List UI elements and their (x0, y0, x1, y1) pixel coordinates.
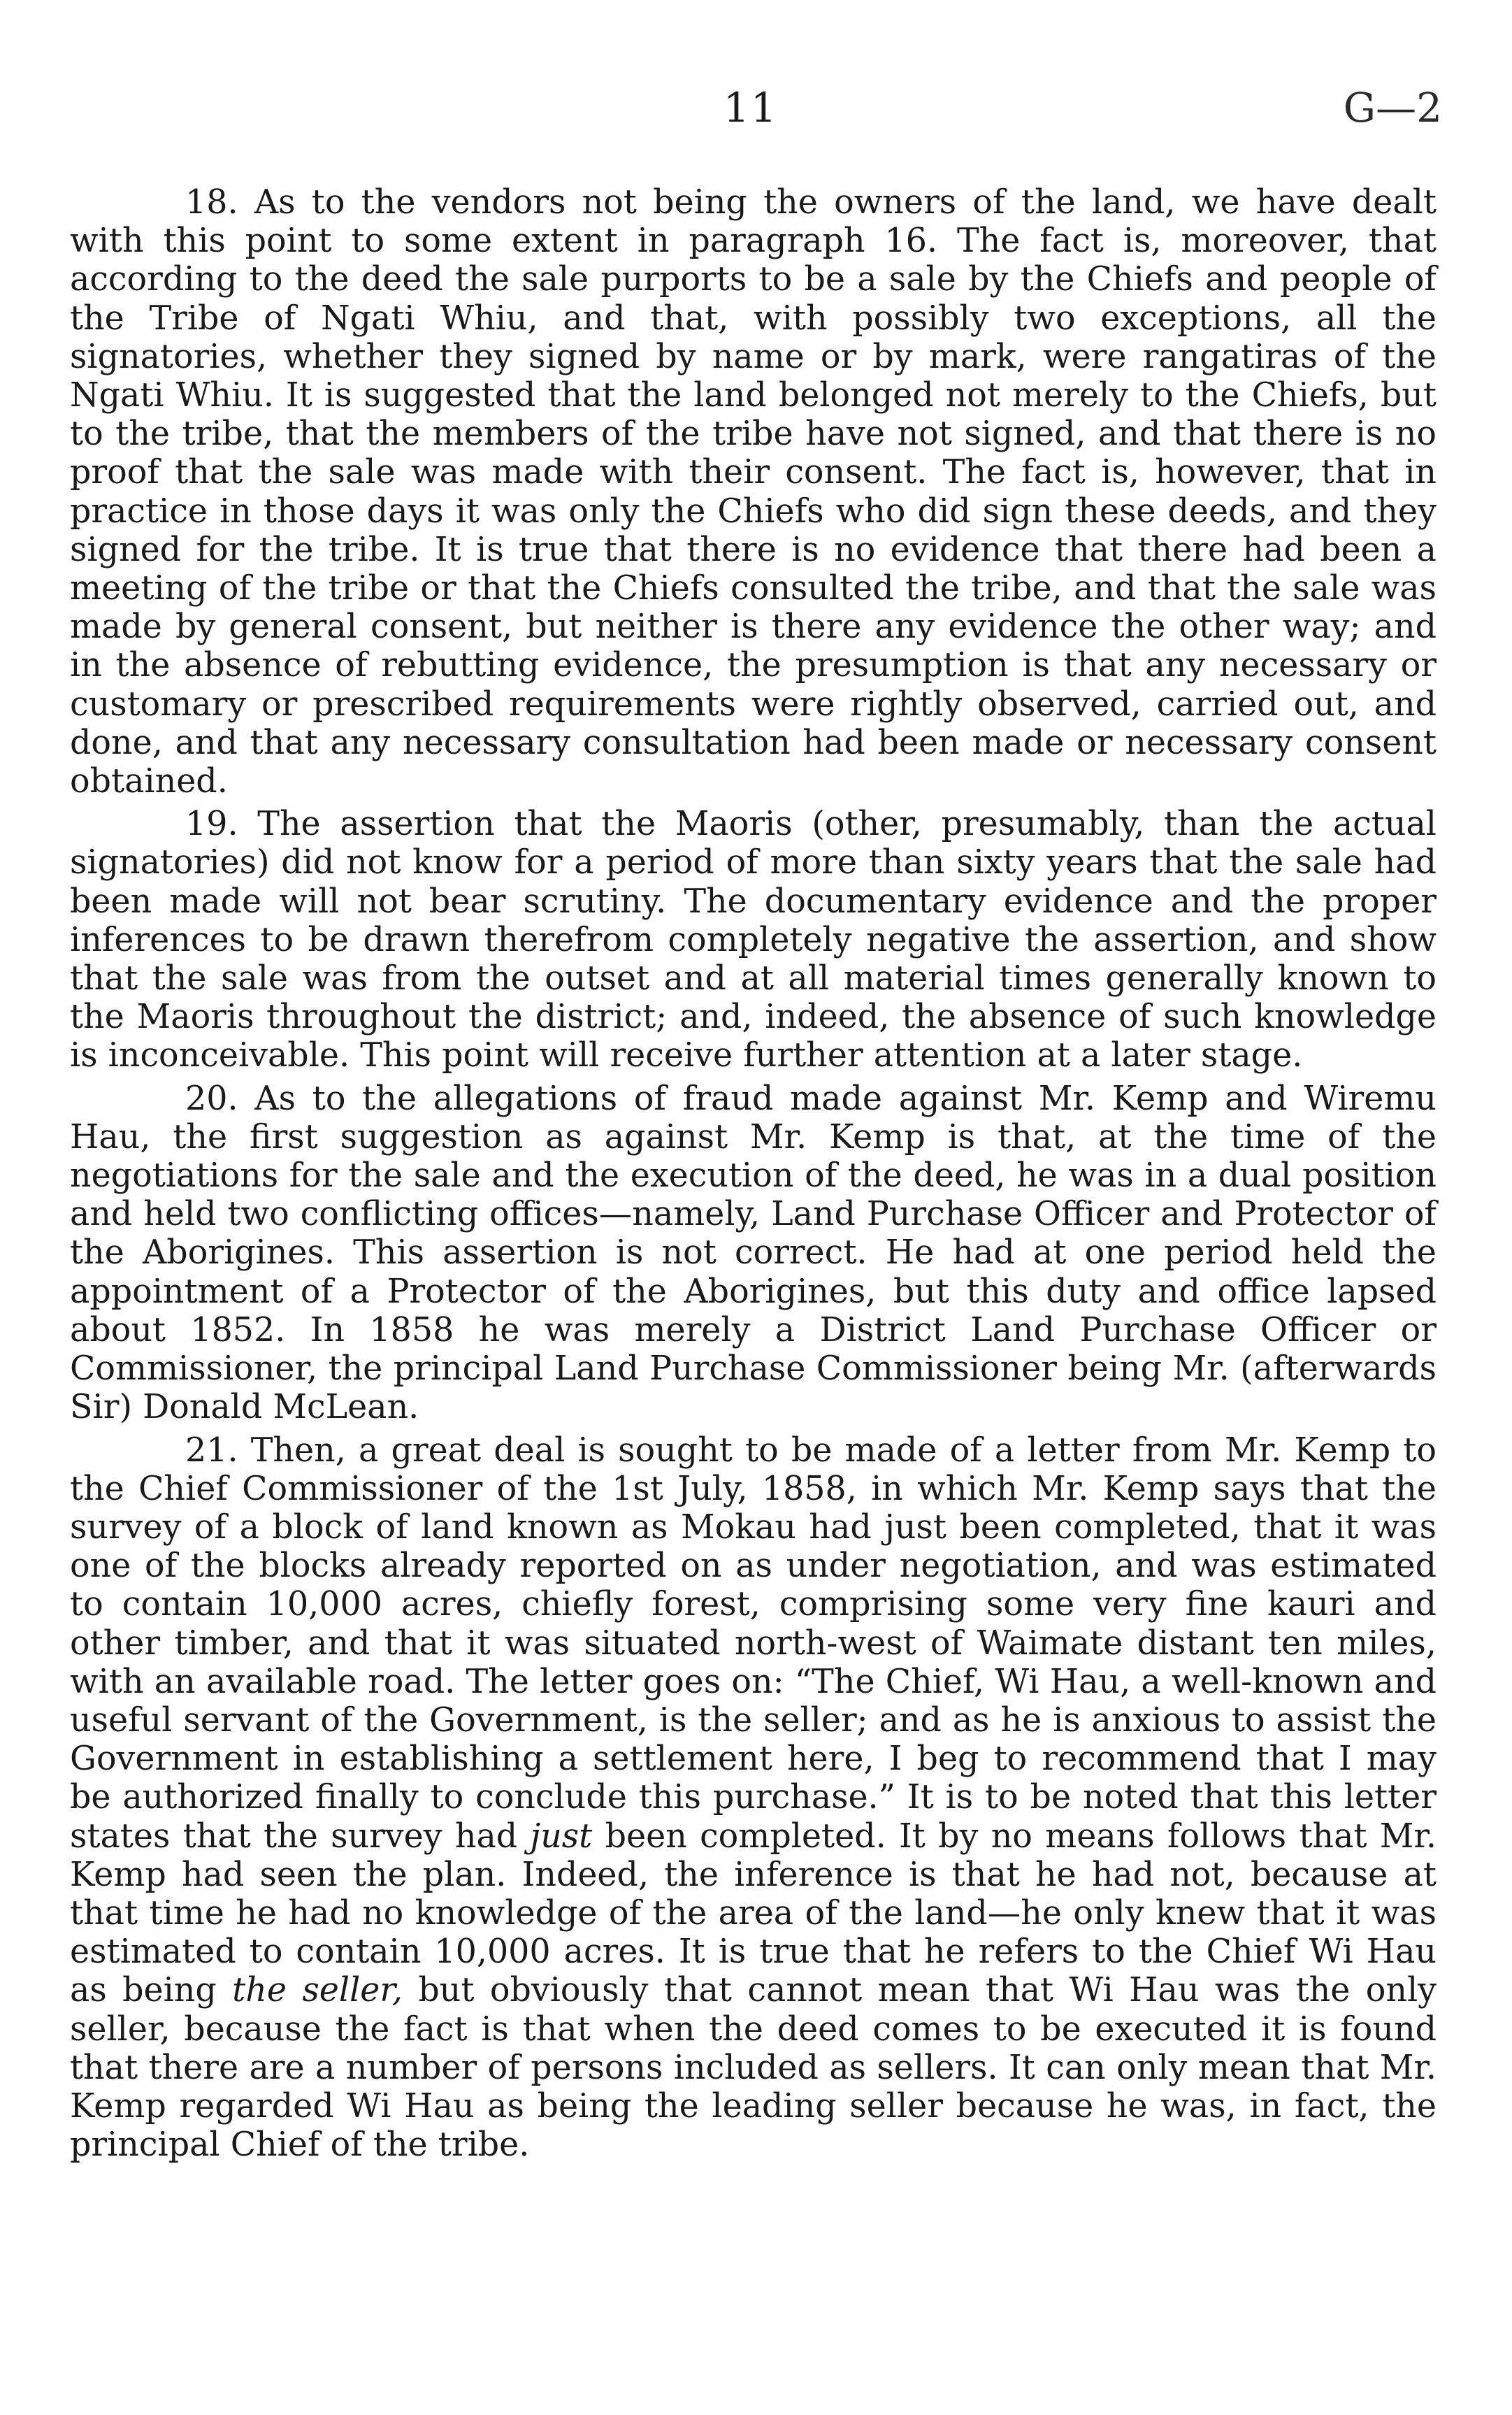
paragraph-20 (70, 1080, 1437, 1427)
page-number: 11 (723, 84, 778, 131)
emphasis-the-seller: the seller, (232, 1971, 403, 2010)
paragraph-number: 21. (185, 1431, 238, 1470)
paragraph-number: 19. (185, 805, 238, 844)
body-text (70, 183, 1437, 2168)
paragraph-text: As to the vendors not being the owners of the land, we have dealt with this point to some extent in paragraph 16. The fact is, moreover, that according to the deed the sale purports to be a sale by the Chiefs and people of the Tribe of Ngati Whiu, and that, with possibly two exceptions, all the signatories, whether they signed by name or by mark, were rangatiras of the Ngati Whiu. It is suggested that the land belonged not merely to the Chiefs, but to the tribe, that the members of the tribe have not signed, and that there is no proof that the sale was made with their consent. The fact is, however, that in practice in those days it was only the Chiefs who did sign these deeds, and they signed for the tribe. It is true that there is no evidence that there had been a meeting of the tribe or that the Chiefs consulted the tribe, and that the sale was made by general consent, but neither is there any evidence the other way; and in the absence of rebutting evidence, the presumption is that any necessary or customary or prescribed requirements were rightly observed, carried out, and done, and that any necessary consultation had been made or necessary consent obtained. (70, 183, 1437, 801)
paragraph-text: The assertion that the Maoris (other, presumably, than the actual signatories) did not know for a period of more than sixty years that the sale had been made will not bear scrutiny. The documentary evidence and the proper inferences to be drawn therefrom completely negative the assertion, and show that the sale was from the outset and at all material times generally known to the Maoris throughout the district; and, indeed, the absence of such knowledge is inconceivable. This point will receive further attention at a later stage. (70, 805, 1437, 1075)
emphasis-just: just (530, 1816, 593, 1856)
paragraph-number: 20. (185, 1079, 238, 1118)
paragraph-text-part-a: Then, a great deal is sought to be made of a letter from Mr. Kemp to the Chief Commissioner of the 1st July, 1858, in which Mr. Kemp says that the survey of a block of land known as Mokau had just been completed, that it was one of the blocks already reported on as under negotiation, and was estimated to contain 10,000 acres, chiefly forest, comprising some very fine kauri and other timber, and that it was situated north-west of Waimate distant ten miles, with an available road. The letter goes on: “The Chief, Wi Hau, a well-known and useful servant of the Government, is the seller; and as he is anxious to assist the Government in establishing a settlement here, I beg to recommend that I may be authorized finally to conclude this purchase.” It is to be noted that this letter states that the survey had (70, 1431, 1437, 1856)
paragraph-text: As to the allegations of fraud made against Mr. Kemp and Wiremu Hau, the first suggestion as against Mr. Kemp is that, at the time of the negotiations for the sale and the execution of the deed, he was in a dual position and held two conflicting offices—namely, Land Purchase Officer and Protector of the Aborigines. This assertion is not correct. He had at one period held the appointment of a Protector of the Aborigines, but this duty and office lapsed about 1852. In 1858 he was merely a District Land Purchase Officer or Commissioner, the principal Land Purchase Commissioner being Mr. (afterwards Sir) Donald McLean. (70, 1079, 1437, 1427)
paragraph-19 (70, 805, 1437, 1075)
paragraph-text-part-c: but obviously that cannot mean that Wi Hau was the only seller, because the fact is that when the deed comes to be executed it is found that there are a number of persons included as sellers. It can only mean that Mr. Kemp regarded Wi Hau as being the leading seller because he was, in fact, the principal Chief of the tribe. (70, 1971, 1437, 2165)
document-reference: G—2 (1343, 84, 1442, 131)
paragraph-18 (70, 183, 1437, 801)
paragraph-text-part-b: been completed. It by no means follows that Mr. Kemp had seen the plan. Indeed, the inference is that he had not, because at that time he had no knowledge of the area of the land—he only knew that it was estimated to contain 10,000 acres. It is true that he refers to the Chief Wi Hau as being (70, 1816, 1437, 2010)
page-header (0, 84, 1512, 140)
paragraph-21 (70, 1431, 1437, 2165)
paragraph-number: 18. (185, 183, 238, 222)
